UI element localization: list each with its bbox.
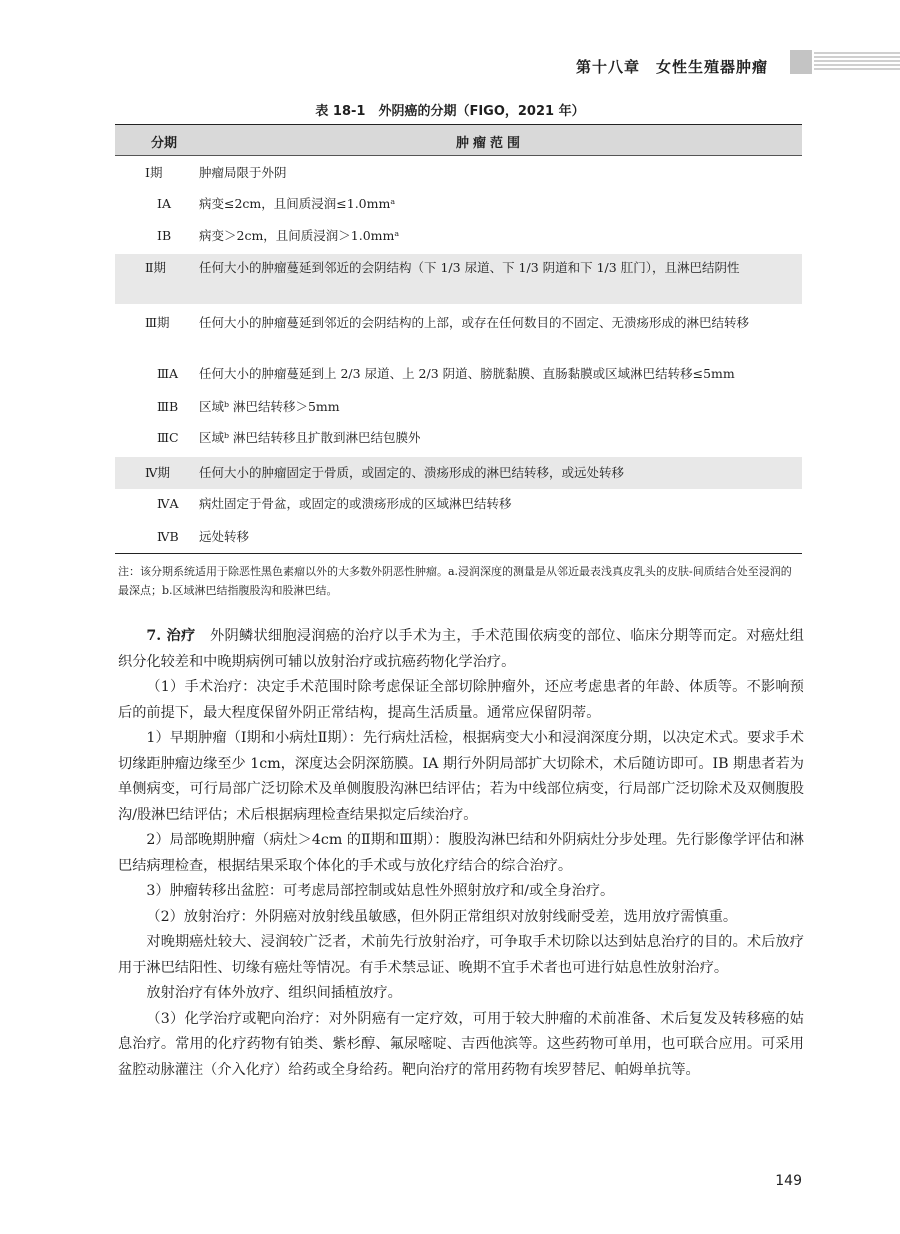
stage-cell: ⅠA [157, 196, 171, 211]
desc-cell: 病变＞2cm，且间质浸润＞1.0mmᵃ [199, 228, 400, 243]
table-caption: 表 18-1 外阴癌的分期（FIGO，2021 年） [315, 104, 585, 119]
paragraph: （2）放射治疗：外阴癌对放射线虽敏感，但外阴正常组织对放射线耐受差，选用放疗需慎重。 [146, 908, 738, 925]
paragraph: （1）手术治疗：决定手术范围时除考虑保证全部切除肿瘤外，还应考虑患者的年龄、体质等。不影响预后的前提下，最大程度保留外阴正常结构，提高生活质量。通常应保留阴蒂。 [118, 679, 804, 721]
table-row [115, 425, 802, 457]
table-row [115, 304, 802, 361]
table-row [115, 521, 802, 553]
staging-table [115, 124, 802, 554]
table-row [115, 489, 802, 521]
table-row [115, 394, 802, 425]
stage-cell: ⅠB [157, 228, 172, 243]
table-row [115, 156, 802, 189]
desc-cell: 病灶固定于骨盆，或固定的或溃疡形成的区域淋巴结转移 [199, 496, 512, 511]
desc-cell: 远处转移 [199, 529, 250, 544]
paragraph [118, 624, 804, 675]
table-row [115, 220, 802, 254]
table-row [115, 254, 802, 304]
body-text [118, 624, 804, 1083]
stage-cell: ⅢA [157, 366, 179, 381]
desc-cell: 区域ᵇ 淋巴结转移且扩散到淋巴结包膜外 [199, 430, 421, 445]
stage-cell: Ⅳ期 [145, 465, 170, 480]
stage-cell: ⅣB [157, 529, 179, 544]
table-row [115, 457, 802, 489]
section-heading: 7. 治疗 [146, 628, 196, 644]
desc-cell: 任何大小的肿瘤蔓延到邻近的会阴结构（下 1/3 尿道、下 1/3 阴道和下 1/3 肛门），且淋巴结阴性 [199, 260, 740, 275]
chapter-header: 第十八章 女性生殖器肿瘤 [575, 58, 768, 76]
stage-cell: Ⅱ期 [145, 260, 166, 275]
desc-cell: 任何大小的肿瘤蔓延到上 2/3 尿道、上 2/3 阴道、膀胱黏膜、直肠黏膜或区域淋巴结转移≤5mm [199, 366, 735, 381]
desc-cell: 区域ᵇ 淋巴结转移＞5mm [199, 399, 340, 414]
desc-cell: 任何大小的肿瘤蔓延到邻近的会阴结构的上部，或存在任何数目的不固定、无溃疡形成的淋巴结转移 [199, 315, 750, 330]
desc-cell: 肿瘤局限于外阴 [199, 165, 287, 180]
header-stage: 分期 [151, 136, 178, 151]
header-scope: 肿瘤范围 [456, 136, 525, 151]
desc-cell: 病变≤2cm，且间质浸润≤1.0mmᵃ [199, 196, 396, 211]
stage-cell: Ⅰ期 [145, 165, 163, 180]
paragraph: （3）化学治疗或靶向治疗：对外阴癌有一定疗效，可用于较大肿瘤的术前准备、术后复发及转移癌的姑息治疗。常用的化疗药物有铂类、紫杉醇、氟尿嘧啶、吉西他滨等。这些药物可单用，也可联合应用。可采用盆腔动脉灌注（介入化疗）给药或全身给药。靶向治疗的常用药物有埃罗替尼、帕姆单抗等。 [118, 1010, 804, 1078]
paragraph: 3）肿瘤转移出盆腔：可考虑局部控制或姑息性外照射放疗和/或全身治疗。 [146, 883, 615, 899]
stage-cell: ⅢB [157, 399, 179, 414]
header-decoration [790, 50, 900, 74]
stage-cell: ⅣA [157, 496, 179, 511]
table-row [115, 189, 802, 220]
desc-cell: 任何大小的肿瘤固定于骨质，或固定的、溃疡形成的淋巴结转移，或远处转移 [199, 465, 625, 480]
paragraph-text: 外阴鳞状细胞浸润癌的治疗以手术为主，手术范围依病变的部位、临床分期等而定。对癌灶组织分化较差和中晚期病例可辅以放射治疗或抗癌药物化学治疗。 [118, 628, 804, 670]
table-row [115, 361, 802, 394]
stage-cell: ⅢC [157, 430, 179, 445]
paragraph: 2）局部晚期肿瘤（病灶＞4cm 的Ⅱ期和Ⅲ期）：腹股沟淋巴结和外阴病灶分步处理。先行影像学评估和淋巴结病理检查，根据结果采取个体化的手术或与放化疗结合的综合治疗。 [118, 832, 804, 874]
page-number: 149 [775, 1173, 802, 1189]
paragraph: 放射治疗有体外放疗、组织间插植放疗。 [146, 985, 402, 1001]
table-note: 注：该分期系统适用于除恶性黑色素瘤以外的大多数外阴恶性肿瘤。a.浸润深度的测量是从邻近最表浅真皮乳头的皮肤-间质结合处至浸润的最深点；b.区域淋巴结指腹股沟和股淋巴结。 [118, 565, 792, 597]
paragraph: 1）早期肿瘤（Ⅰ期和小病灶Ⅱ期）：先行病灶活检，根据病变大小和浸润深度分期，以决定术式。要求手术切缘距肿瘤边缘至少 1cm，深度达会阴深筋膜。ⅠA 期行外阴局部扩大切除术，术后随访即可。ⅠB 期患者若为单侧病变，可行局部广泛切除术及单侧腹股沟淋巴结评估；若为中线部位病变，行局部广泛切除术及双侧腹股沟/股淋巴结评估；术后根据病理检查结果拟定后续治疗。 [118, 730, 804, 823]
paragraph: 对晚期癌灶较大、浸润较广泛者，术前先行放射治疗，可争取手术切除以达到姑息治疗的目的。术后放疗用于淋巴结阳性、切缘有癌灶等情况。有手术禁忌证、晚期不宜手术者也可进行姑息性放射治疗。 [118, 934, 804, 976]
table-header-row [115, 125, 802, 156]
stage-cell: Ⅲ期 [145, 315, 170, 330]
